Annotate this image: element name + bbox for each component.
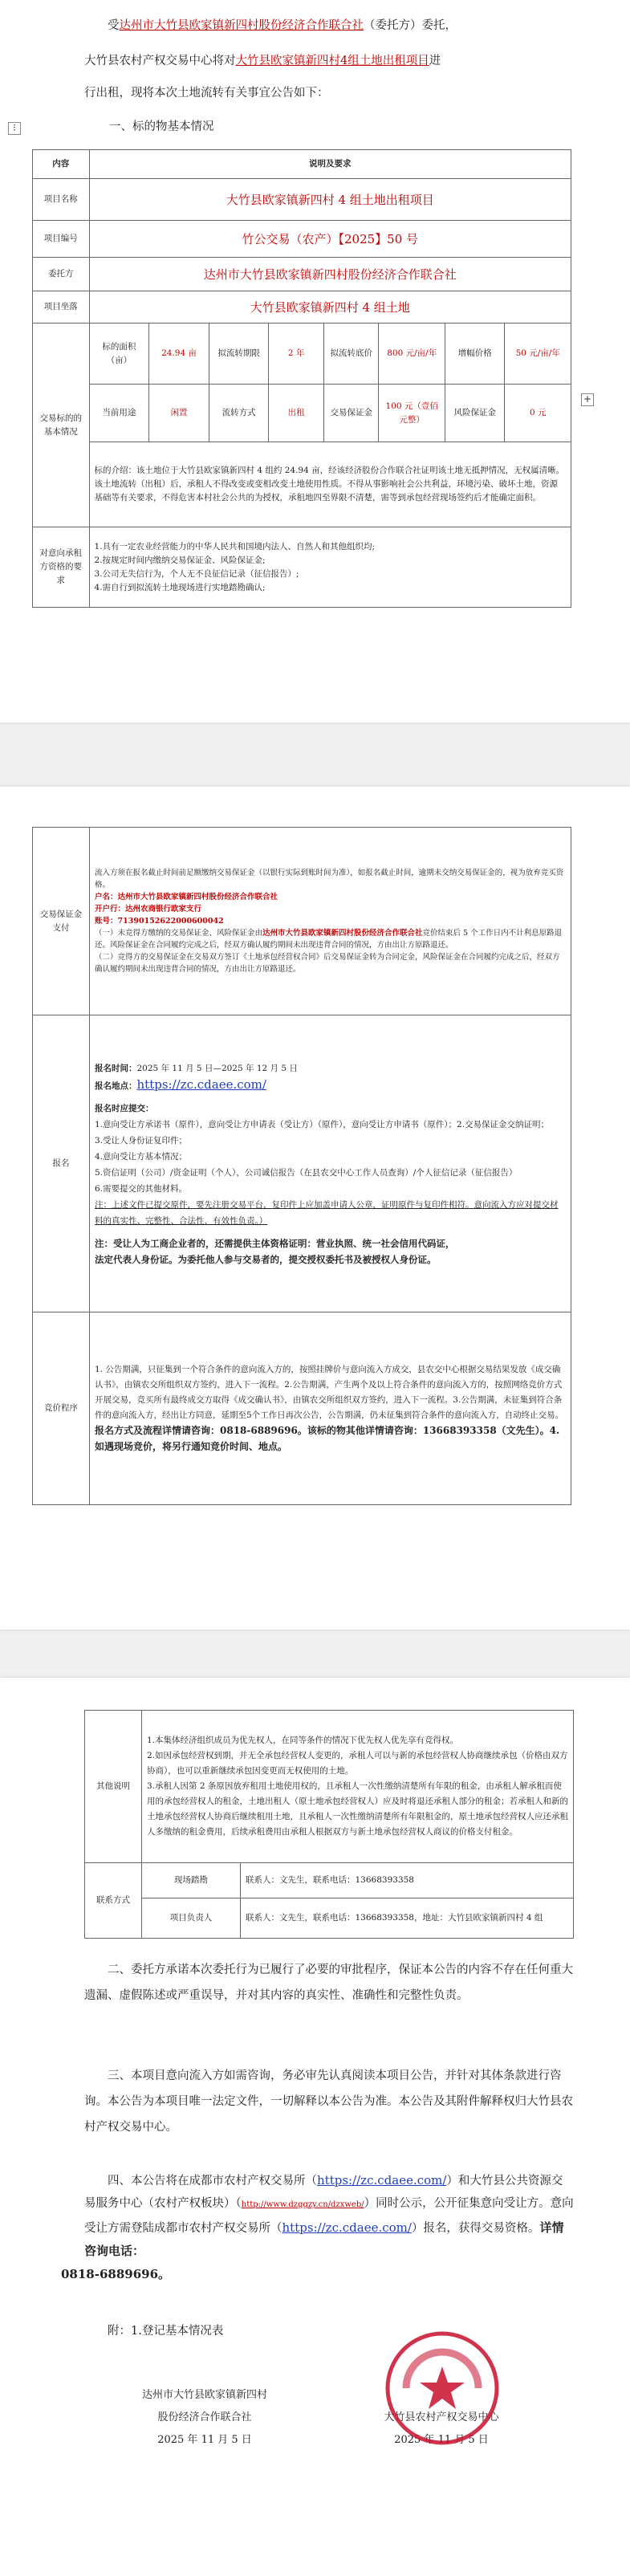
intro-line-1: 受达州市大竹县欧家镇新四村股份经济合作联合社（委托方）委托， — [108, 19, 457, 32]
mode-value: 出租 — [269, 385, 324, 442]
signup-doc-item: 4.意向受让方基本情况； — [95, 1151, 188, 1162]
other-item: 2.如因承包经营权到期，并无全承包经营权人变更的，承租人可以与新的承包经营权人协商继续承包（价格由双方协商），也可以重新继续承包因变更而无权使用的土地。 — [147, 1751, 568, 1776]
basic-info-table — [32, 149, 571, 608]
client-value: 达州市大竹县欧家镇新四村股份经济合作联合社 — [89, 258, 571, 291]
increment-value: 50 元/亩/年 — [505, 324, 571, 385]
bidding-label: 竞价程序 — [33, 1312, 90, 1505]
signup-time-line: 报名时间：2025 年 11 月 5 日—2025 年 12 月 5 日 — [95, 1063, 298, 1073]
tel-label: 详情咨询电话： — [84, 2220, 564, 2258]
official-seal-stamp — [382, 2328, 502, 2448]
add-button[interactable]: + — [581, 393, 594, 406]
site-inspection-label: 现场踏勘 — [142, 1863, 241, 1898]
target-description: 标的介绍：该土地位于大竹县欧家镇新四村 4 组约 24.94 亩，经该经济股份合作联合社证明该土地无抵押情况，无权属清晰。该土地流转（出租）后，承租人不得改变或变相改变土地使用性质。不得从事影响社会公共利益，环境污染、破坏土地，资源基础等有关要求，不得危害本村社会公共的为授权，承租地四至界限不清楚，需等到承包经营现场签约后才能确定面积。 — [89, 442, 571, 527]
tel-number: 0818-6889696。 — [61, 2267, 171, 2281]
project-manager-label: 项目负责人 — [142, 1898, 241, 1939]
clause-2: 二、委托方承诺本次委托行为已履行了必要的审批程序，保证本公告的内容不存在任何重大遗漏、虚假陈述或严重误导，并对其内容的真实性、准确性和完整性负责。 — [84, 1964, 573, 2002]
price-value: 800 元/亩/年 — [379, 324, 445, 385]
attachment-note: 附：1.登记基本情况表 — [108, 2325, 224, 2338]
bidder-req-label: 对意向承租方资格的要求 — [33, 527, 90, 608]
procedure-table — [32, 827, 571, 1505]
bidder-req-list — [89, 527, 571, 608]
use-label: 当前用途 — [89, 385, 149, 442]
signup-site-link[interactable]: https://zc.cdaee.com/ — [136, 1076, 266, 1092]
deposit-section-content — [90, 828, 571, 1015]
bidder-req-item: 4.需自行到拟流转土地现场进行实地踏勘确认; — [94, 582, 266, 592]
deposit-account-line: 户名：达州市大竹县欧家镇新四村股份经济合作联合社 — [95, 893, 278, 901]
risk-value: 0 元 — [505, 385, 571, 442]
collapse-toggle-button[interactable]: ⁝ — [8, 122, 21, 135]
contact-label: 联系方式 — [85, 1863, 142, 1939]
dzggzy-link[interactable]: http://www.dzggzy.cn/dzxweb/ — [241, 2200, 364, 2209]
signup-doc-item: 6.需要提交的其他材料。 — [95, 1183, 188, 1194]
bidding-rule-tail: 经出让方同意，延期至5个工作日再次公告，公告期满，仍未征集到符合条件的意向流入方，自动终止交易。 — [162, 1410, 564, 1420]
bidding-rule: 1. 公告期满，只征集到一个符合条件的意向流入方的，按照挂牌价与意向流入方成交，县农交中心根据交易结果发放《成交确认书》，由镇农交所组织双方签约，进入下一流程。2.公告期满，产生两个及以上符合条件的意向流入方的，按照网络竞价方式开展交易，竞买所有最终成交方取得《成交确认书》，由镇农交所组织双方签约，进入下一流程。3.公告期满，未征集到符合条件的意向流入方， — [95, 1364, 563, 1420]
deposit-account-no: 71390152622000600042 — [117, 917, 224, 926]
other-content — [142, 1711, 574, 1863]
other-item: 3.承租人因第 2 条原因放弃租用土地使用权的，且承租人一次性缴纳清楚所有年限的租金，由承租人解承租而使用的承包经营权人的租金，土地出租人（原土地承包经营权人）应及时将退还承租人部分的租金；若承租人和新的土地承包经营权人协商后继续租用土地，且承租人一次性缴纳清楚所有年限租金的，原土地承包经营权人应还承租人多缴纳的租金费用，后续承租费用由承租人根据双方与新土地承包经营权人商议的价格支付租金。 — [147, 1781, 568, 1837]
site-inspection-contact: 联系人：文先生，联系电话：13668393358 — [241, 1863, 574, 1898]
bidder-req-item: 1.具有一定农业经营能力的中华人民共和国境内法人、自然人和其他组织均; — [94, 541, 376, 551]
other-info-table — [84, 1710, 574, 1939]
period-value: 2 年 — [269, 324, 324, 385]
signup-doc-item: 5.资信证明（公司）/资金证明（个人），公司诚信报告（在县农交中心工作人员查询）/个人征信记录（征信报告） — [95, 1167, 518, 1178]
deposit-bank-line: 开户行：达州农商银行欧家支行 — [95, 905, 202, 914]
deposit-bank-name: 达州农商银行欧家支行 — [125, 905, 202, 914]
signup-docs-title: 报名时应提交： — [95, 1103, 154, 1113]
project-no-label: 项目编号 — [33, 221, 90, 258]
signup-label: 报名 — [33, 1015, 90, 1312]
price-label: 拟流转底价 — [323, 324, 379, 385]
deposit-account-name: 达州市大竹县欧家镇新四村股份经济合作联合社 — [117, 893, 278, 901]
clause-3: 三、本项目意向流入方如需咨询，务必审先认真阅读本项目公告，并针对其体条款进行咨询。本公告为本项目唯一法定文件，一切解释以本公告为准。本公告及其附件解释权归大竹县农村产权交易中心。 — [84, 2069, 573, 2134]
header-description: 说明及要求 — [89, 150, 571, 179]
document-page-1 — [0, 0, 630, 722]
use-value: 闲置 — [149, 385, 209, 442]
signup-warning: 注：受让人为工商企业者的，还需提供主体资格证明：营业执照、统一社会信用代码证， — [95, 1237, 455, 1249]
client-signature-block — [132, 2384, 277, 2452]
deposit-rule: 流入方须在报名截止时间前足额缴纳交易保证金（以银行实际到账时间为准），如报名截止时间，逾期未交纳交易保证金的，视为放弃竞买资格。 — [95, 869, 564, 889]
signup-site-line: 报名地点：https://zc.cdaee.com/ — [95, 1076, 266, 1092]
intro-line-2: 大竹县农村产权交易中心将对大竹县欧家镇新四村4组土地出租项目进 — [84, 55, 441, 67]
section-1-heading: 一、标的物基本情况 — [109, 120, 214, 133]
deposit-label: 交易保证金 — [323, 385, 379, 442]
other-label: 其他说明 — [85, 1711, 142, 1863]
client-sign-name: 达州市大竹县欧家镇新四村 — [141, 2389, 267, 2401]
location-label: 项目坐落 — [33, 291, 90, 324]
period-label: 拟流转期限 — [209, 324, 268, 385]
other-item: 1.本集体经济组织成员为优先权人，在同等条件的情况下优先权人优先享有竞得权。 — [147, 1736, 459, 1745]
signup-doc-item: 3.受让人身份证复印件； — [95, 1135, 188, 1146]
center-sign-date: 2025 年 11 月 5 日 — [394, 2434, 489, 2446]
location-value: 大竹县欧家镇新四村 4 组土地 — [89, 291, 571, 324]
intro-line-3: 行出租，现将本次土地流转有关事宜公告如下： — [84, 87, 329, 100]
increment-label: 增幅价格 — [445, 324, 505, 385]
cdaee-link-2[interactable]: https://zc.cdaee.com/ — [282, 2220, 412, 2235]
area-label: 标的面积（亩） — [89, 324, 149, 385]
header-content: 内容 — [33, 150, 90, 179]
client-sign-name-2: 股份经济合作联合社 — [157, 2411, 252, 2423]
risk-label: 风险保证金 — [445, 385, 505, 442]
deposit-section-label: 交易保证金支付 — [33, 828, 90, 1015]
signup-note: 注：上述文件已提交原件，要先注册交易平台，复印件上应加盖申请人公章，证明原件与复印件相符。意向流入方应对提交材料的真实性、完整性、合法性、有效性负责。） — [95, 1199, 559, 1226]
center-sign-name: 大竹县农村产权交易中心 — [384, 2411, 499, 2423]
signup-doc-item: 1.意向受让方承诺书（原件），意向受让方申请表（受让方）（原件），意向受让方申请书（原件）；2.交易保证金交纳证明； — [95, 1119, 550, 1129]
signup-time: 2025 年 11 月 5 日—2025 年 12 月 5 日 — [136, 1063, 298, 1073]
project-no-value: 竹公交易（农产）【2025】50 号 — [89, 221, 571, 258]
bidding-contact: 报名方式及流程详情请咨询：0818-6889696。该标的物其他详情请咨询：13668393358（文先生）。4.如遇现场竞价，将另行通知竞价时间、地点。 — [95, 1424, 560, 1452]
project-manager-contact: 联系人：文先生，联系电话：13668393358，地址：大竹县欧家镇新四村 4 组 — [241, 1898, 574, 1939]
deposit-account-no-line: 账号：71390152622000600042 — [95, 917, 224, 926]
info-label: 交易标的的基本情况 — [33, 324, 90, 527]
project-name-value: 大竹县欧家镇新四村 4 组土地出租项目 — [89, 179, 571, 221]
project-name-inline: 大竹县欧家镇新四村4组土地出租项目 — [235, 55, 429, 67]
deposit-value: 100 元（壹佰元整） — [379, 385, 445, 442]
document-page-3 — [0, 1678, 630, 2576]
client-sign-date: 2025 年 11 月 5 日 — [157, 2434, 252, 2446]
clause-4: 四、本公告将在成都市农村产权交易所（https://zc.cdaee.com/）和大竹县公共资源交易服务中心（农村产权板块）（http://www.dzggzy.cn/dzxweb/）同时公示，公开征集意向受让方。意向受让方需登陆成都市农村产权交易所（https://zc.cdaee.com/）报名，获得交易资格。详情咨询电话： 0818-6889696。 — [84, 2169, 574, 2285]
deposit-conversion-rule: （二）竞得方的交易保证金在交易双方签订《土地承包经营权合同》后交易保证金转为合同定金，风险保证金在合同履约完成之后，经双方确认履约期间未出现违背合同的情况，方由出让方原路退还。 — [95, 953, 560, 974]
deposit-refund-rule: （一）未竞得方缴纳的交易保证金、风险保证金由达州市大竹县欧家镇新四村股份经济合作联合社竞价结束后 5 个工作日内不计利息原路退还。风险保证金在合同履约完成之后，经双方确认履约期间未出现违背合同的情况，方由出让方原路退还。 — [95, 929, 563, 950]
signup-warning: 法定代表人身份证。为委托他人参与交易者的，提交授权委托书及被授权人身份证。 — [95, 1253, 437, 1265]
document-page-2 — [0, 787, 630, 1630]
signup-content — [90, 1015, 571, 1312]
bidder-req-item: 3.公司无失信行为，个人无不良征信记录（征信报告）; — [94, 568, 299, 579]
bidding-content — [90, 1312, 571, 1505]
bidder-req-item: 2.按规定时间内缴纳交易保证金、风险保证金; — [94, 555, 266, 565]
project-name-label: 项目名称 — [33, 179, 90, 221]
client-label: 委托方 — [33, 258, 90, 291]
cdaee-link[interactable]: https://zc.cdaee.com/ — [317, 2173, 447, 2187]
client-name-inline: 达州市大竹县欧家镇新四村股份经济合作联合社 — [119, 19, 364, 32]
area-value: 24.94 亩 — [149, 324, 209, 385]
mode-label: 流转方式 — [209, 385, 268, 442]
